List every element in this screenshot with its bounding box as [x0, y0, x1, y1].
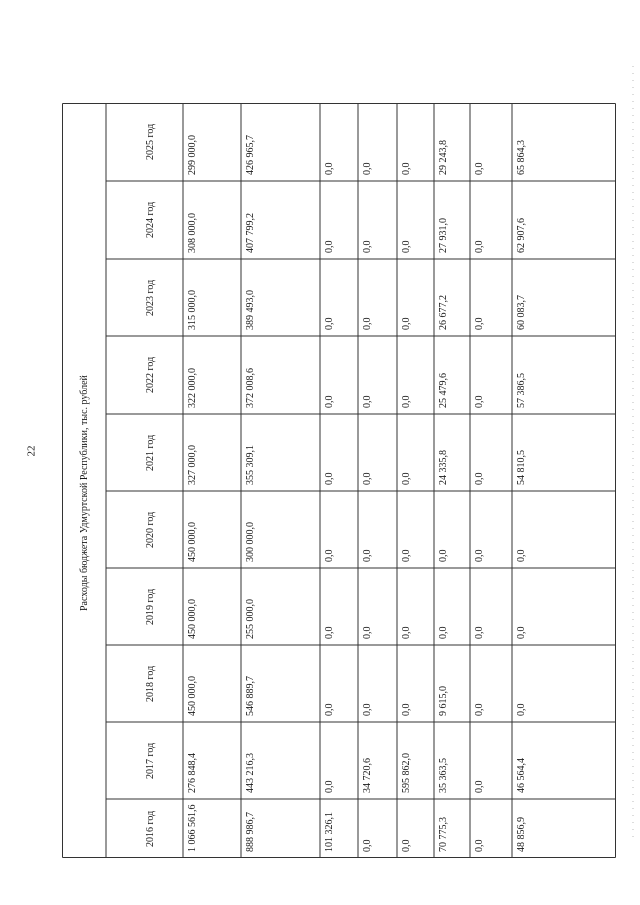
- header-year: 2020 год: [144, 511, 156, 548]
- table-title: Расходы бюджета Удмуртской Республики, тыс. рублей: [79, 374, 90, 611]
- table-cell: 65 864,3: [516, 140, 527, 175]
- header-year: 2017 год: [144, 742, 156, 779]
- table-cell: 0,0: [474, 162, 485, 175]
- table-cell: 0,0: [324, 626, 335, 639]
- table-cell: 0,0: [362, 240, 373, 253]
- table-cell: 0,0: [362, 162, 373, 175]
- header-year: 2018 год: [144, 665, 156, 702]
- table-cell: 0,0: [362, 626, 373, 639]
- table-cell: 70 775,3: [438, 817, 449, 852]
- table-cell: 0,0: [362, 395, 373, 408]
- table-cell: 0,0: [362, 317, 373, 330]
- header-year: 2025 год: [144, 123, 156, 160]
- header-year: 2024 год: [144, 201, 156, 238]
- table-cell: 0,0: [401, 317, 412, 330]
- table-cell: 0,0: [516, 626, 527, 639]
- page-number: 22: [25, 445, 38, 457]
- header-year: 2016 год: [144, 810, 156, 847]
- table-cell: 0,0: [474, 240, 485, 253]
- table-cell: 0,0: [362, 472, 373, 485]
- table-cell: 0,0: [474, 472, 485, 485]
- table-cell: 0,0: [438, 626, 449, 639]
- table-cell: 62 907,6: [516, 218, 527, 253]
- table-cell: 101 326,1: [324, 812, 335, 852]
- table-cell: 29 243,8: [438, 140, 449, 175]
- header-year: 2022 год: [144, 356, 156, 393]
- table-cell: 0,0: [324, 162, 335, 175]
- table-cell: 308 000,0: [187, 213, 198, 253]
- table-cell: 35 363,5: [438, 758, 449, 793]
- table-cell: 322 000,0: [187, 368, 198, 408]
- table-cell: 26 677,2: [438, 295, 449, 330]
- table-cell: 0,0: [401, 240, 412, 253]
- table-cell: 595 862,0: [401, 753, 412, 793]
- table-cell: 300 000,0: [245, 522, 256, 562]
- table-cell: 0,0: [324, 549, 335, 562]
- header-year: 2021 год: [144, 434, 156, 471]
- table-cell: 0,0: [362, 549, 373, 562]
- table-cell: 34 720,6: [362, 758, 373, 793]
- table-cell: 372 008,6: [245, 368, 256, 408]
- table-cell: 0,0: [474, 395, 485, 408]
- table-cell: 0,0: [401, 162, 412, 175]
- table-cell: 0,0: [401, 626, 412, 639]
- table-cell: 0,0: [401, 549, 412, 562]
- table-cell: 0,0: [362, 839, 373, 852]
- table-cell: 24 335,8: [438, 450, 449, 485]
- table-cell: 0,0: [516, 703, 527, 716]
- table-cell: 443 216,3: [245, 753, 256, 793]
- table-cell: 315 000,0: [187, 290, 198, 330]
- table-cell: 546 889,7: [245, 676, 256, 716]
- table-cell: 0,0: [516, 549, 527, 562]
- table-cell: 9 615,0: [438, 686, 449, 716]
- table-cell: 0,0: [324, 780, 335, 793]
- table-cell: 0,0: [324, 395, 335, 408]
- table-cell: 0,0: [401, 472, 412, 485]
- table-cell: 0,0: [474, 549, 485, 562]
- table-cell: 0,0: [324, 240, 335, 253]
- table-cell: 888 986,7: [245, 812, 256, 852]
- table-cell: 450 000,0: [187, 522, 198, 562]
- table-cell: 0,0: [474, 839, 485, 852]
- table-cell: 0,0: [474, 317, 485, 330]
- header-year: 2019 год: [144, 588, 156, 625]
- table-cell: 0,0: [362, 703, 373, 716]
- table-cell: 0,0: [324, 703, 335, 716]
- header-year: 2023 год: [144, 279, 156, 316]
- table-cell: 426 965,7: [245, 135, 256, 175]
- table-cell: 0,0: [324, 472, 335, 485]
- table-cell: 0,0: [438, 549, 449, 562]
- table-cell: 450 000,0: [187, 676, 198, 716]
- table-cell: 1 066 561,6: [187, 804, 198, 852]
- scan-edge-artifact: [632, 60, 634, 840]
- table-cell: 0,0: [474, 703, 485, 716]
- table-cell: 0,0: [401, 703, 412, 716]
- table-cell: 27 931,0: [438, 218, 449, 253]
- table-cell: 57 386,5: [516, 373, 527, 408]
- table-cell: 25 479,6: [438, 373, 449, 408]
- table-cell: 46 564,4: [516, 758, 527, 793]
- table-cell: 0,0: [474, 780, 485, 793]
- table-cell: 327 000,0: [187, 445, 198, 485]
- table-cell: 54 810,5: [516, 450, 527, 485]
- budget-table: [62, 103, 616, 858]
- table-cell: 48 856,9: [516, 817, 527, 852]
- table-cell: 0,0: [474, 626, 485, 639]
- table-cell: 255 000,0: [245, 599, 256, 639]
- table-cell: 0,0: [324, 317, 335, 330]
- table-cell: 450 000,0: [187, 599, 198, 639]
- table-cell: 407 799,2: [245, 213, 256, 253]
- table-cell: 355 309,1: [245, 445, 256, 485]
- table-cell: 60 083,7: [516, 295, 527, 330]
- table-cell: 299 000,0: [187, 135, 198, 175]
- table-cell: 389 493,0: [245, 290, 256, 330]
- table-cell: 0,0: [401, 839, 412, 852]
- table-cell: 0,0: [401, 395, 412, 408]
- table-cell: 276 848,4: [187, 753, 198, 793]
